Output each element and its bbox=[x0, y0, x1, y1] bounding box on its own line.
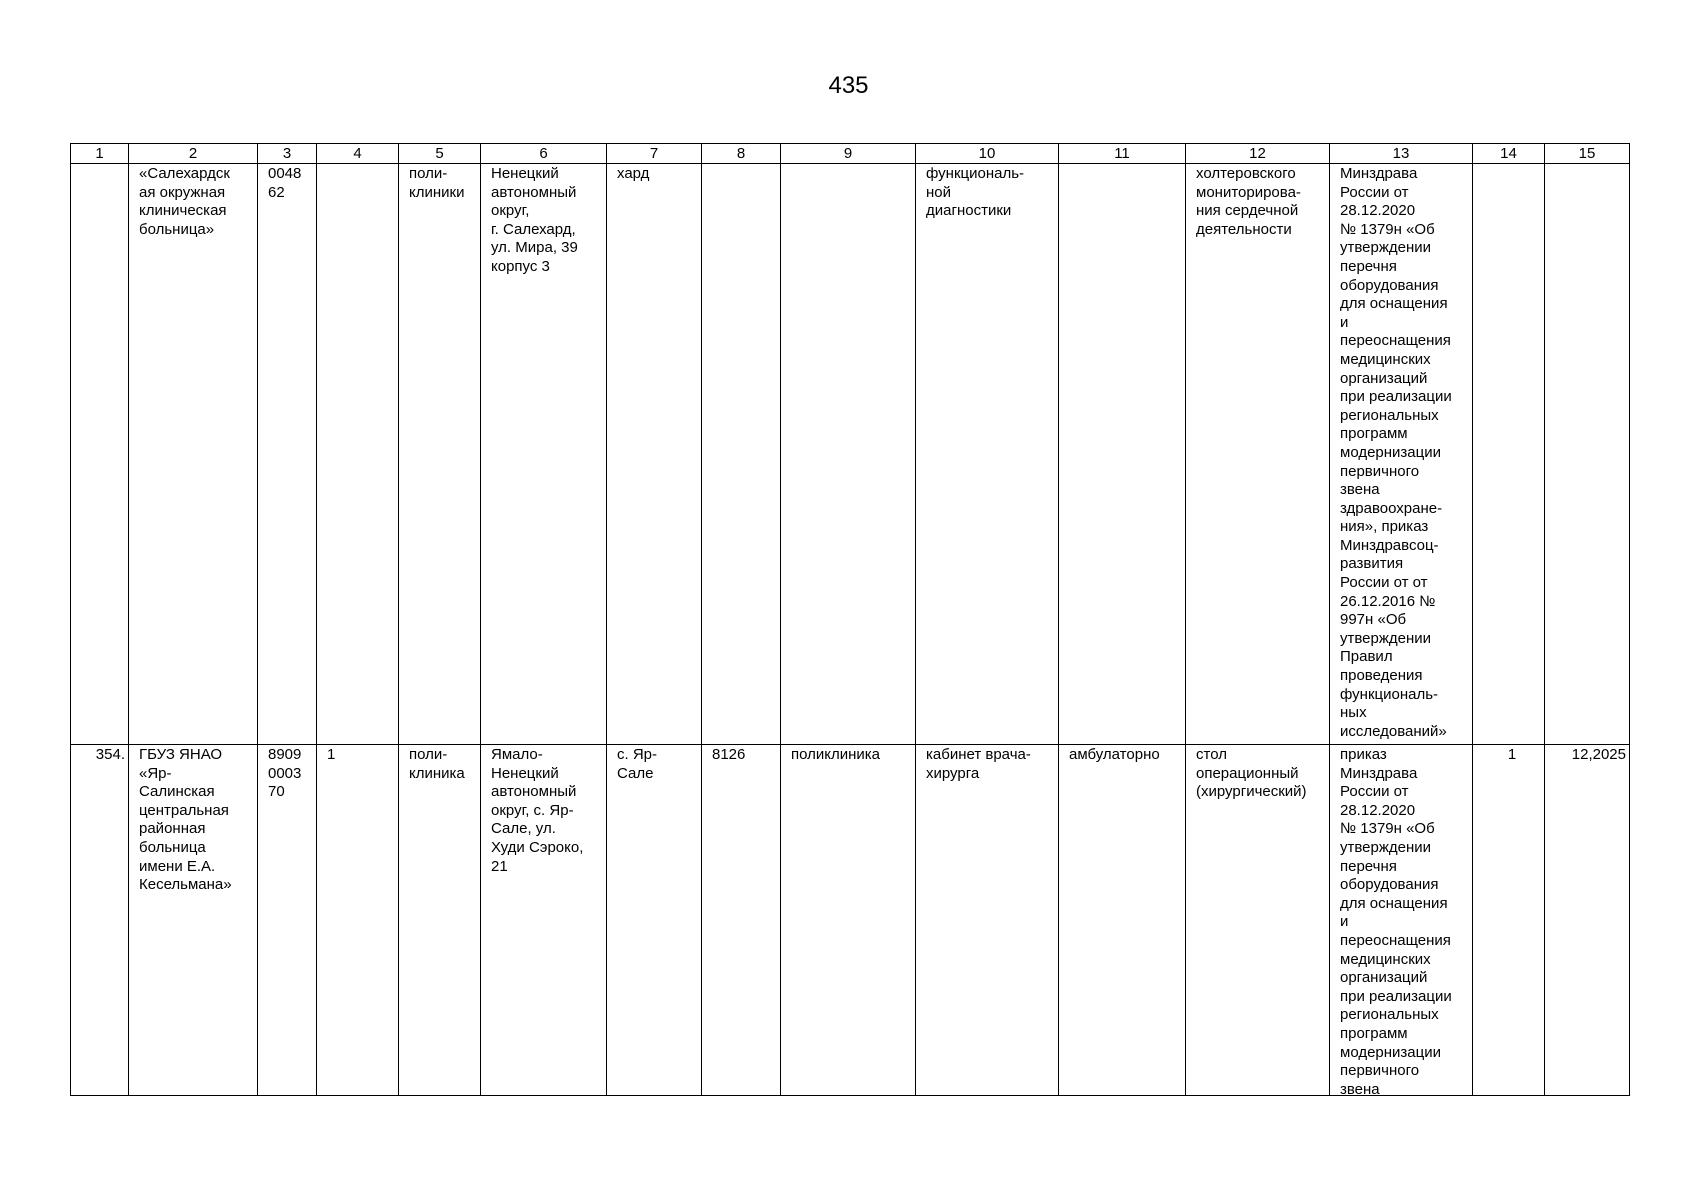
page-number: 435 bbox=[828, 72, 869, 99]
col-header-2: 2 bbox=[129, 144, 258, 164]
cell-col-11: амбулаторно bbox=[1059, 745, 1186, 1096]
cell-col-9 bbox=[781, 164, 916, 745]
cell-col-4 bbox=[317, 164, 399, 745]
cell-equipment: стол операционный (хирургический) bbox=[1186, 745, 1330, 1096]
data-table bbox=[70, 143, 1630, 1096]
cell-col-9: поликлиника bbox=[781, 745, 916, 1096]
cell-col-8: 8126 bbox=[702, 745, 781, 1096]
cell-department: функциональ- ной диагностики bbox=[916, 164, 1059, 745]
col-header-8: 8 bbox=[702, 144, 781, 164]
cell-address: Ямало- Ненецкий автономный округ, с. Яр- Сале, ул. Худи Сэроко, 21 bbox=[481, 745, 607, 1096]
cell-equipment: холтеровского мониторирова- ния сердечной деятельности bbox=[1186, 164, 1330, 745]
col-header-10: 10 bbox=[916, 144, 1059, 164]
cell-department: кабинет врача- хирурга bbox=[916, 745, 1059, 1096]
cell-organization: «Салехардск ая окружная клиническая больница» bbox=[129, 164, 258, 745]
cell-col-4: 1 bbox=[317, 745, 399, 1096]
col-header-6: 6 bbox=[481, 144, 607, 164]
cell-quantity: 1 bbox=[1473, 745, 1545, 1096]
header-row bbox=[71, 144, 1630, 164]
cell-locality: хард bbox=[607, 164, 702, 745]
col-header-15: 15 bbox=[1545, 144, 1630, 164]
cell-row-number bbox=[71, 164, 129, 745]
col-header-9: 9 bbox=[781, 144, 916, 164]
col-header-1: 1 bbox=[71, 144, 129, 164]
col-header-4: 4 bbox=[317, 144, 399, 164]
cell-locality: с. Яр- Сале bbox=[607, 745, 702, 1096]
cell-regulation: Минздрава России от 28.12.2020 № 1379н «Об утверждении перечня оборудования для оснащения и переоснащения медицинских организаций при реализации региональных программ модернизации первичного звена здравоохране- ния», приказ Минздравсоц- развития России от от 26.12.2016 № 997н «Об утверждении Правил проведения функциональ- ных исследований» bbox=[1330, 164, 1473, 745]
cell-row-number: 354. bbox=[71, 745, 129, 1096]
cell-code: 0048 62 bbox=[258, 164, 317, 745]
cell-col-8 bbox=[702, 164, 781, 745]
col-header-11: 11 bbox=[1059, 144, 1186, 164]
col-header-14: 14 bbox=[1473, 144, 1545, 164]
cell-organization: ГБУЗ ЯНАО «Яр- Салинская центральная районная больница имени Е.А. Кесельмана» bbox=[129, 745, 258, 1096]
col-header-5: 5 bbox=[399, 144, 481, 164]
cell-col-11 bbox=[1059, 164, 1186, 745]
cell-address: Ненецкий автономный округ, г. Салехард, ул. Мира, 39 корпус 3 bbox=[481, 164, 607, 745]
table-row bbox=[71, 745, 1630, 1096]
cell-date: 12,2025 bbox=[1545, 745, 1630, 1096]
cell-code: 8909 0003 70 bbox=[258, 745, 317, 1096]
cell-quantity bbox=[1473, 164, 1545, 745]
cell-regulation bbox=[1330, 745, 1473, 1096]
col-header-12: 12 bbox=[1186, 144, 1330, 164]
col-header-13: 13 bbox=[1330, 144, 1473, 164]
cell-regulation-text: приказ Минздрава России от 28.12.2020 № 1379н «Об утверждении перечня оборудования для оснащения и переоснащения медицинских организаций при реализации региональных программ модернизации первичного звена bbox=[1340, 746, 1452, 1095]
cell-date bbox=[1545, 164, 1630, 745]
cell-unit-type: поли- клиника bbox=[399, 745, 481, 1096]
col-header-7: 7 bbox=[607, 144, 702, 164]
cell-unit-type: поли- клиники bbox=[399, 164, 481, 745]
col-header-3: 3 bbox=[258, 144, 317, 164]
table-row bbox=[71, 164, 1630, 745]
